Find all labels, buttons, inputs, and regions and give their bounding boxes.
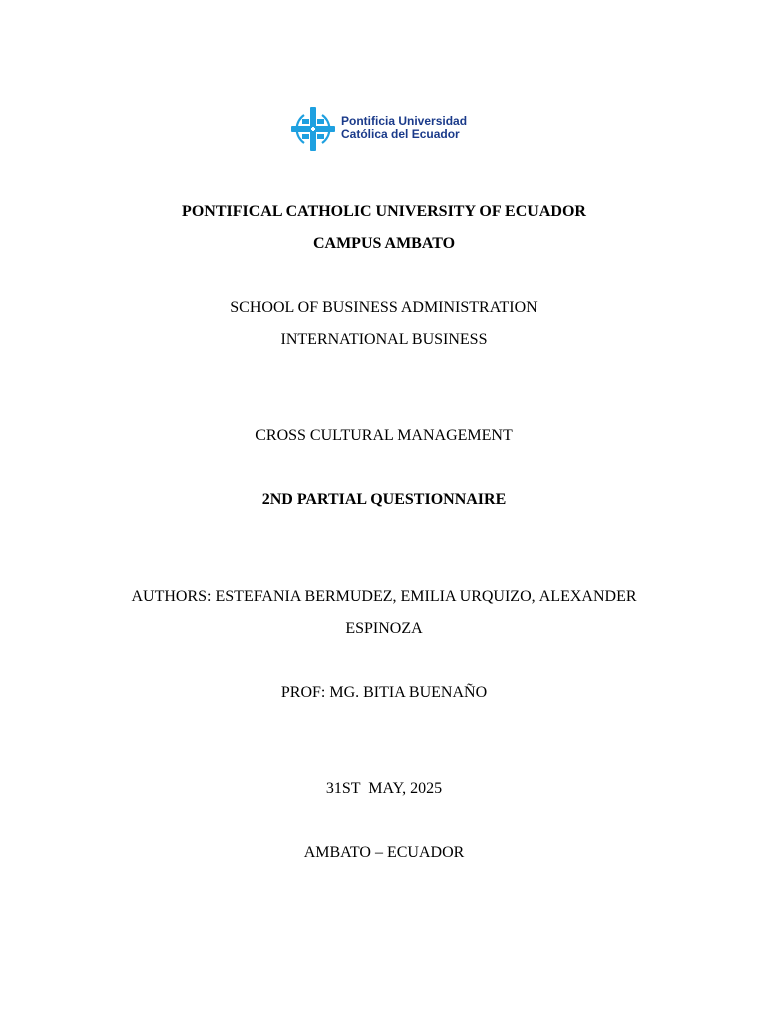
program-name: INTERNATIONAL BUSINESS [280, 331, 488, 348]
authors-line-2: ESPINOZA [345, 620, 423, 637]
document-title: 2ND PARTIAL QUESTIONNAIRE [261, 491, 507, 508]
authors-line-1: AUTHORS: ESTEFANIA BERMUDEZ, EMILIA URQUIZO, ALEXANDER [131, 588, 637, 605]
campus-name: CAMPUS AMBATO [312, 235, 456, 252]
submission-date: 31ST MAY, 2025 [325, 780, 443, 797]
university-logo [290, 106, 490, 152]
school-name: SCHOOL OF BUSINESS ADMINISTRATION [230, 299, 538, 316]
university-cross-emblem-icon [290, 106, 336, 152]
logo-line-1: Pontificia Universidad [341, 114, 468, 128]
university-name: PONTIFICAL CATHOLIC UNIVERSITY OF ECUADOR [182, 203, 586, 220]
professor-name: PROF: MG. BITIA BUENAÑO [280, 684, 488, 701]
course-name: CROSS CULTURAL MANAGEMENT [255, 427, 513, 444]
location: AMBATO – ECUADOR [303, 844, 465, 861]
logo-line-2: Católica del Ecuador [341, 127, 460, 141]
logo-wordmark [341, 115, 467, 141]
